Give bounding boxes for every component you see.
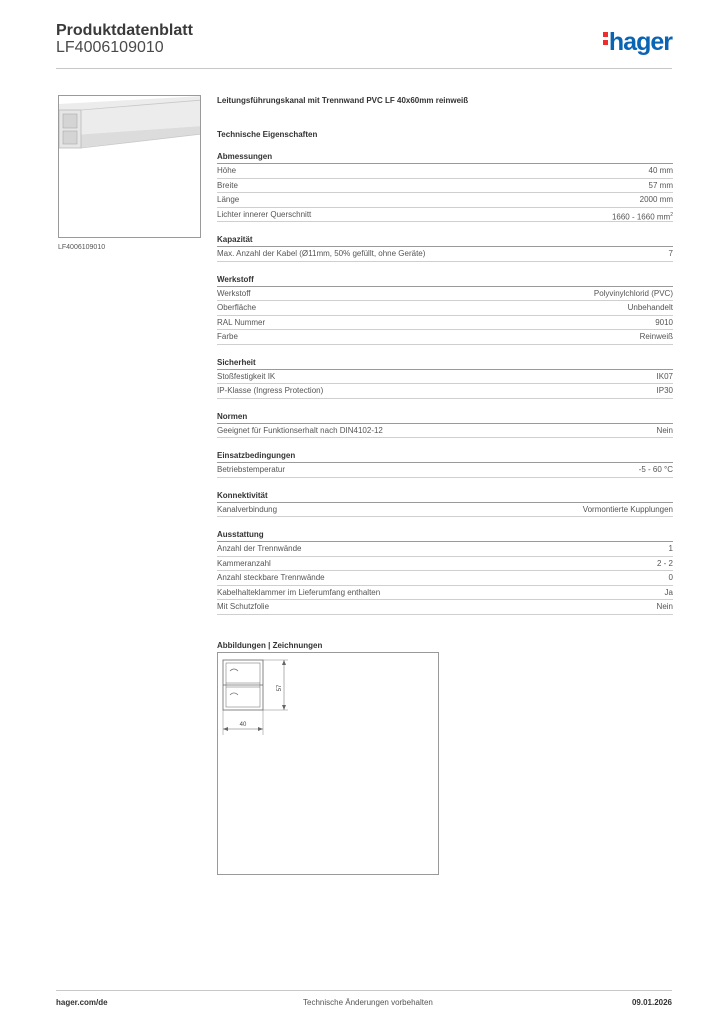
drawing-width-label: 40 [239,722,247,728]
spec-label: Breite [217,180,238,190]
hager-logo: hager [603,28,672,57]
spec-value [649,179,673,193]
spec-value-text: 7 [668,249,673,258]
spec-value [628,301,673,315]
spec-value-text: Ja [664,587,673,597]
spec-label: Lichter innerer Querschnitt [217,209,312,219]
unit-superscript: 2 [670,211,673,218]
spec-label: Kabelhalteklammer im Lieferumfang enthalten [217,587,381,597]
spec-value [669,247,673,261]
product-photo [58,95,201,238]
spec-label: Länge [217,195,240,204]
spec-label: Max. Anzahl der Kabel (Ø11mm, 50% gefüllt, ohne Geräte) [217,249,426,258]
spec-row [217,542,673,557]
spec-row [217,463,673,478]
spec-value-text: Unbehandelt [627,303,673,312]
spec-row [217,247,673,262]
spec-value-text: 40 mm [648,166,673,175]
section-heading: Ausstattung [217,530,673,542]
spec-value [612,208,673,222]
spec-value [665,586,673,600]
document-title: Produktdatenblatt [56,22,193,39]
spec-row [217,370,673,385]
spec-row [217,557,673,572]
spec-label: Stoßfestigkeit IK [217,371,276,381]
spec-label: Oberfläche [217,303,257,312]
spec-value [639,463,673,477]
product-code: LF4006109010 [56,39,164,56]
spec-row [217,301,673,316]
spec-label: Anzahl steckbare Trennwände [217,573,325,582]
cable-duct-image [59,96,201,238]
spec-value-text: 9010 [655,317,673,327]
footer-website: hager.com/de [56,998,108,1007]
spec-label: Anzahl der Trennwände [217,544,302,553]
spec-label: Betriebstemperatur [217,465,286,474]
spec-label: Kanalverbindung [217,504,278,514]
spec-value [657,557,673,571]
spec-value-text: -5 - 60 °C [638,465,673,474]
specifications-panel [217,96,673,650]
technical-properties-heading: Technische Eigenschaften [217,130,318,139]
spec-row [217,164,673,179]
spec-row [217,193,673,208]
header-divider [56,68,672,69]
spec-value-text: 2 - 2 [656,558,673,568]
spec-value [640,330,673,344]
spec-row [217,179,673,194]
technical-drawing [217,652,439,875]
logo-colon-icon [603,29,609,48]
section-heading: Konnektivität [217,491,673,503]
spec-value [657,424,673,438]
spec-value-text: IP30 [656,386,673,395]
spec-label: IP-Klasse (Ingress Protection) [217,386,324,395]
cross-section-drawing [218,653,440,876]
spec-value [669,571,673,585]
drawings-heading: Abbildungen | Zeichnungen [217,640,323,650]
spec-value-text: 2000 mm [639,195,673,204]
spec-label: Kammeranzahl [217,558,271,568]
spec-value-text: Polyvinylchlorid (PVC) [593,288,673,298]
spec-row [217,330,673,345]
spec-label: Mit Schutzfolie [217,602,270,611]
spec-label: Werkstoff [217,288,251,298]
spec-value-text: Nein [656,602,673,611]
spec-value-text: 0 [668,573,673,582]
spec-value-text: Reinweiß [639,332,673,341]
section-heading: Abmessungen [217,152,673,164]
footer-date: 09.01.2026 [631,998,672,1007]
spec-row [217,424,673,439]
spec-label: Höhe [217,166,237,175]
spec-row [217,503,673,518]
spec-value [669,542,673,556]
spec-value [657,384,673,398]
spec-value [594,287,673,301]
spec-row [217,287,673,302]
spec-label: Farbe [217,332,238,341]
spec-value [657,600,673,614]
spec-value-text: 1660 - 1660 mm [611,212,671,222]
spec-label: Geeignet für Funktionserhalt nach DIN4102-12 [217,425,383,435]
spec-row [217,600,673,615]
spec-row [217,571,673,586]
spec-label: RAL Nummer [217,317,266,327]
spec-value [649,164,673,178]
photo-caption: LF4006109010 [58,244,106,251]
spec-row [217,316,673,331]
section-heading: Normen [217,412,673,424]
spec-value [640,193,673,207]
section-heading: Kapazität [217,235,673,247]
section-heading: Werkstoff [217,275,673,287]
spec-sections [217,152,673,615]
spec-value-text: 1 [668,544,673,553]
spec-value [657,370,673,384]
spec-value-text: Nein [656,425,673,435]
spec-value-text: 57 mm [648,180,673,190]
section-heading: Einsatzbedingungen [217,451,673,463]
spec-row [217,208,673,223]
spec-value-text: IK07 [656,371,673,381]
section-heading: Sicherheit [217,358,673,370]
spec-row [217,586,673,601]
drawing-height-label: 57 [277,684,283,692]
spec-row [217,384,673,399]
footer-disclaimer: Technische Änderungen vorbehalten [303,998,433,1007]
spec-value-text: Vormontierte Kupplungen [582,504,673,514]
spec-value [583,503,673,517]
spec-value [655,316,673,330]
footer-divider [56,990,672,991]
product-title: Leitungsführungskanal mit Trennwand PVC LF 40x60mm reinweiß [217,96,469,105]
